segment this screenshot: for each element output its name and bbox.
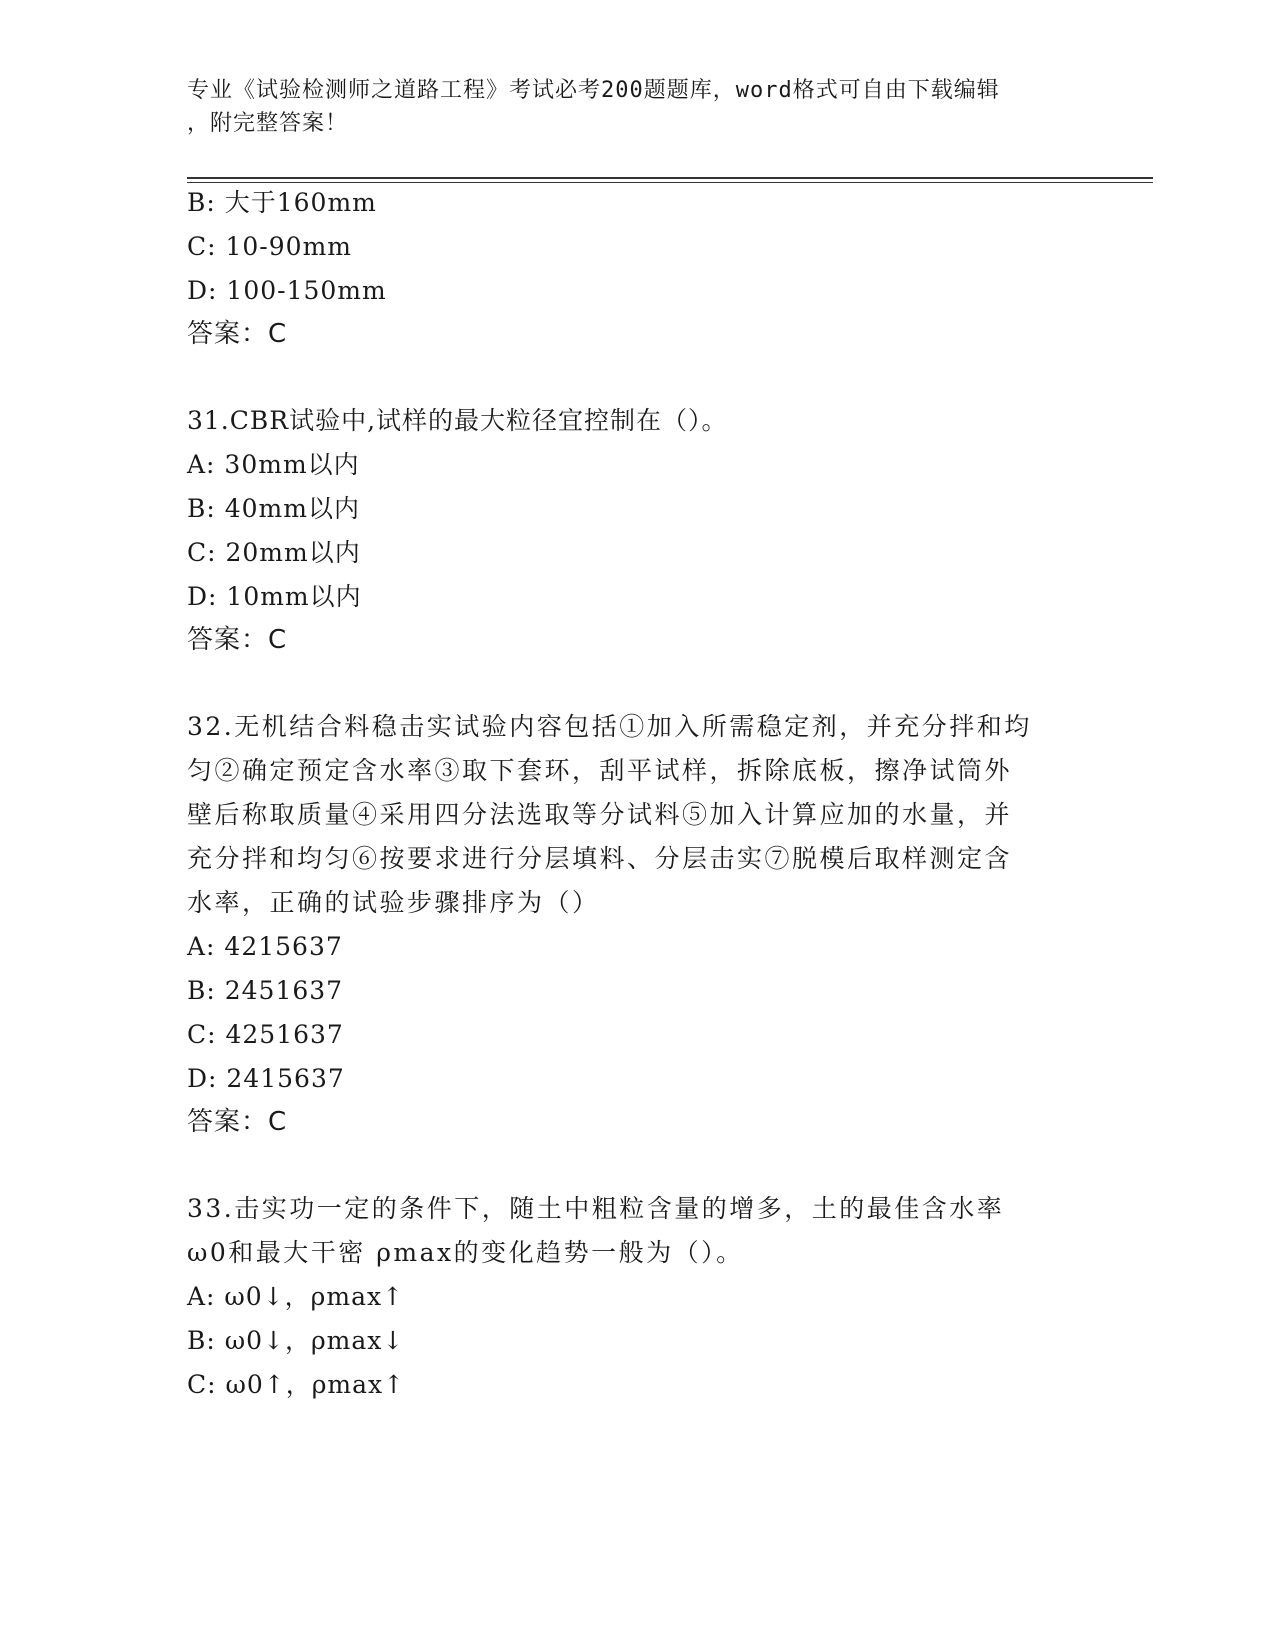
- q33-stem-line-2: ω0和最大干密 ρmax的变化趋势一般为（）。: [187, 1238, 744, 1267]
- q32-answer: 答案：C: [187, 1107, 288, 1137]
- q31-stem: 31.CBR试验中,试样的最大粒径宜控制在（）。: [187, 406, 728, 435]
- q32-option-d: D: 2415637: [187, 1064, 345, 1093]
- q30-option-c: C: 10-90mm: [187, 232, 352, 261]
- q33-option-c: C: ω0↑，ρmax↑: [187, 1370, 406, 1399]
- q32-option-a: A: 4215637: [187, 932, 343, 961]
- q31-option-b: B: 40mm以内: [187, 494, 360, 523]
- q31-option-d: D: 10mm以内: [187, 582, 362, 611]
- q30-option-b: B: 大于160mm: [187, 188, 377, 217]
- q32-stem-line-1: 32.无机结合料稳击实试验内容包括①加入所需稳定剂，并充分拌和均: [187, 712, 1032, 741]
- q31-option-a: A: 30mm以内: [187, 450, 360, 479]
- header-line-1: 专业《试验检测师之道路工程》考试必考200题题库，word格式可自由下载编辑: [187, 78, 1000, 103]
- q30-answer: 答案：C: [187, 319, 288, 349]
- document-header: [187, 74, 1067, 140]
- q32-stem-line-5: 水率，正确的试验步骤排序为（）: [187, 888, 600, 917]
- q32-stem-line-4: 充分拌和均匀⑥按要求进行分层填料、分层击实⑦脱模后取样测定含: [187, 844, 1013, 873]
- q31-option-c: C: 20mm以内: [187, 538, 361, 567]
- header-rule-thick: [187, 177, 1153, 179]
- header-line-2: ，附完整答案！: [187, 111, 349, 136]
- q33-stem-line-1: 33.击实功一定的条件下，随土中粗粒含量的增多，土的最佳含水率: [187, 1194, 1005, 1223]
- q33-option-a: A: ω0↓，ρmax↑: [187, 1282, 405, 1311]
- q32-stem-line-2: 匀②确定预定含水率③取下套环，刮平试样，拆除底板，擦净试筒外: [187, 756, 1013, 785]
- header-rule-thin: [187, 182, 1153, 183]
- q30-option-d: D: 100-150mm: [187, 276, 387, 305]
- q31-answer: 答案：C: [187, 625, 288, 655]
- q33-option-b: B: ω0↓，ρmax↓: [187, 1326, 405, 1355]
- q32-option-c: C: 4251637: [187, 1020, 344, 1049]
- q32-option-b: B: 2451637: [187, 976, 344, 1005]
- q32-stem-line-3: 壁后称取质量④采用四分法选取等分试料⑤加入计算应加的水量，并: [187, 800, 1013, 829]
